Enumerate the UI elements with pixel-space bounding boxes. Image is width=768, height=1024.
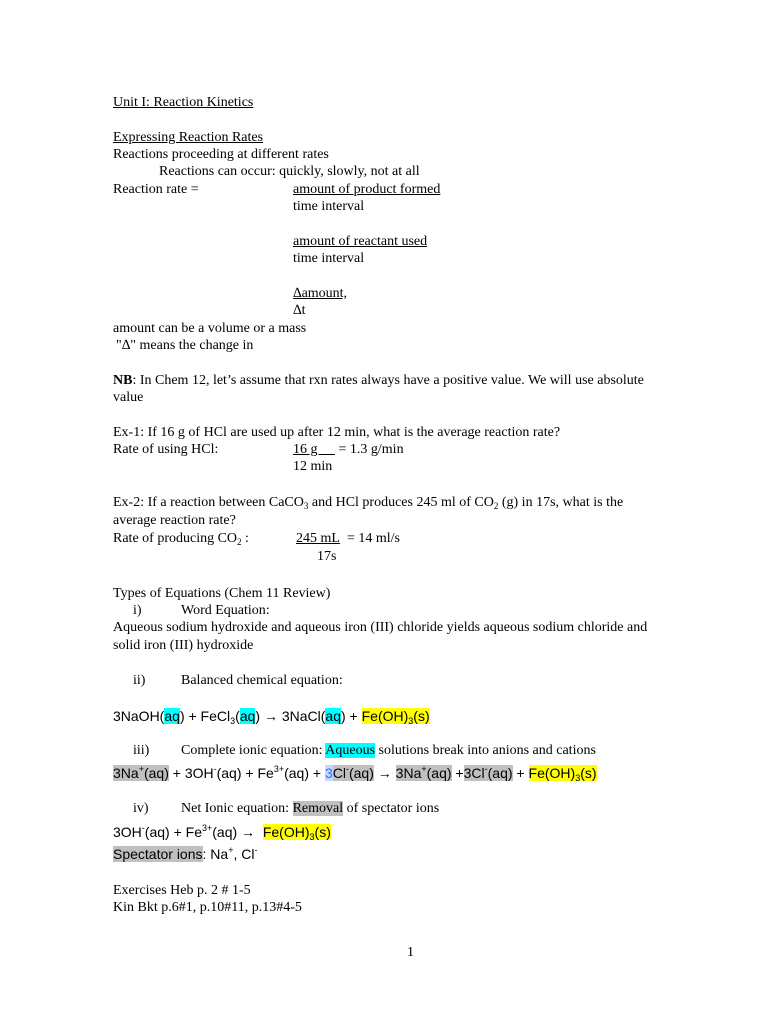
eq-part: Fe(OH): [262, 824, 310, 840]
type-4-rest: of spectator ions: [343, 801, 440, 816]
spectator-highlight: [113, 765, 169, 781]
subscript: 3: [230, 716, 236, 726]
type-1-number: i): [133, 603, 142, 618]
subscript: 2: [237, 537, 242, 547]
eq-part: +: [308, 765, 325, 781]
spectator-ions-text: , Cl: [233, 846, 255, 862]
superscript: +: [138, 764, 144, 774]
spectator-highlight: [464, 765, 513, 781]
fraction-1-numerator: amount of product formed: [293, 182, 441, 197]
eq-part: (: [235, 708, 240, 724]
spectator-ions-text: : Na: [202, 846, 229, 862]
type-2-number: ii): [133, 673, 146, 688]
superscript: 3+: [202, 823, 213, 833]
net-ionic-equation: [113, 824, 331, 841]
type-4-label: Net Ionic equation:: [181, 801, 293, 816]
fraction-3-numerator: ∆amount,: [293, 286, 348, 301]
rate-label: Reaction rate =: [113, 182, 199, 197]
example-2-question-part: Ex-2: If a reaction between CaCO: [113, 495, 304, 510]
solid-product-highlight: [362, 708, 430, 724]
example-2-result: = 14 ml/s: [346, 531, 400, 546]
eq-part: (s): [314, 824, 331, 840]
exercises-line-2: Kin Bkt p.6#1, p.10#11, p.13#4-5: [113, 900, 302, 915]
eq-part: (s): [580, 765, 597, 781]
aqueous-highlight: aq: [325, 708, 341, 724]
eq-part: 3Na: [395, 765, 422, 781]
types-title: Types of Equations (Chem 11 Review): [113, 586, 331, 601]
type-4-line: [181, 800, 439, 817]
example-2-numerator: 245 mL: [296, 531, 340, 546]
superscript: -: [213, 764, 217, 774]
example-1-question: Ex-1: If 16 g of HCl are used up after 12 min, what is the average reaction rate?: [113, 425, 561, 440]
superscript: +: [421, 764, 427, 774]
word-equation-line-1: Aqueous sodium hydroxide and aqueous iron (III) chloride yields aqueous sodium chloride and: [113, 620, 648, 635]
eq-part: Cl: [332, 765, 346, 781]
delta-note: "∆" means the change in: [116, 338, 254, 353]
subscript: 3: [575, 773, 581, 783]
type-3-label: Complete ionic equation:: [181, 743, 326, 758]
eq-part: (s): [413, 708, 430, 724]
subscript: 3: [303, 501, 309, 511]
eq-part: ) → 3NaCl(: [255, 708, 326, 724]
type-3-rest: solutions break into anions and cations: [375, 743, 596, 758]
eq-part: + Fe: [169, 824, 202, 840]
subscript: 3: [309, 832, 315, 842]
eq-part: Fe(OH): [361, 708, 409, 724]
eq-part: 3Na: [113, 765, 139, 781]
fraction-2-numerator: amount of reactant used: [293, 234, 428, 249]
rates-line: Reactions proceeding at different rates: [113, 147, 329, 162]
example-2-label-text: Rate of producing CO: [113, 531, 238, 546]
type-4-number: iv): [133, 801, 149, 816]
superscript: 3+: [273, 764, 285, 774]
eq-part: (aq): [216, 765, 242, 781]
nb-paragraph: [113, 372, 644, 389]
nb-text-continued: value: [113, 390, 144, 405]
type-3-number: iii): [133, 743, 150, 758]
example-2-question-continued: average reaction rate?: [113, 513, 236, 528]
example-1-equation: [293, 441, 404, 458]
nb-label: NB: [113, 373, 133, 388]
eq-part: 3: [324, 765, 333, 781]
nb-text: : In Chem 12, let’s assume that rxn rates always have a positive value. We will use absolute: [132, 373, 644, 388]
superscript: -: [345, 764, 349, 774]
unit-title: Unit I: Reaction Kinetics: [113, 95, 254, 110]
type-2-label: Balanced chemical equation:: [181, 673, 343, 688]
page-number: 1: [407, 945, 414, 960]
eq-part: →: [237, 824, 263, 840]
solid-product-highlight: [263, 824, 331, 840]
fraction-2-denominator: time interval: [293, 251, 365, 266]
eq-part: (aq): [348, 765, 374, 781]
superscript: -: [254, 845, 258, 855]
subscript: 2: [493, 501, 499, 511]
amount-note: amount can be a volume or a mass: [113, 321, 307, 336]
eq-part: (aq): [144, 824, 170, 840]
balanced-equation: [113, 708, 430, 725]
spectator-highlight: [396, 765, 452, 781]
eq-part: +: [451, 765, 464, 781]
example-2-label-text: :: [241, 531, 249, 546]
example-2-question: [113, 494, 623, 511]
example-1-numerator: 16 g: [293, 442, 335, 457]
eq-part: 3NaOH(: [113, 708, 165, 724]
type-3-line: [181, 742, 596, 759]
eq-part: Cl: [471, 765, 485, 781]
eq-part: ) +: [340, 708, 362, 724]
eq-part: (aq): [284, 765, 309, 781]
eq-part: (aq): [487, 765, 513, 781]
example-2-denominator: 17s: [317, 549, 337, 564]
complete-ionic-equation: [113, 765, 597, 782]
eq-part: + 3OH: [168, 765, 214, 781]
example-2-question-part: (g) in 17s, what is the: [498, 495, 624, 510]
solid-product-highlight: [529, 765, 597, 781]
eq-part: + Fe: [241, 765, 274, 781]
removal-highlight: Removal: [292, 801, 344, 816]
example-1-result: = 1.3 g/min: [338, 442, 404, 457]
exercises-line-1: Exercises Heb p. 2 # 1-5: [113, 883, 251, 898]
type-1-label: Word Equation:: [181, 603, 270, 618]
aqueous-highlight: aq: [239, 708, 256, 724]
fraction-3-denominator: ∆t: [293, 303, 306, 318]
superscript: +: [228, 845, 234, 855]
example-2-label: [113, 530, 249, 547]
occur-line: Reactions can occur: quickly, slowly, not at all: [159, 164, 420, 179]
eq-part: Fe(OH): [528, 765, 576, 781]
aqueous-highlight: Aqueous: [325, 743, 376, 758]
eq-part: 3OH: [113, 824, 142, 840]
word-equation-line-2: solid iron (III) hydroxide: [113, 638, 254, 653]
superscript: -: [141, 823, 145, 833]
example-2-question-part: and HCl produces 245 ml of CO: [308, 495, 494, 510]
superscript: -: [484, 764, 488, 774]
spectator-ions-line: [113, 846, 257, 863]
eq-part: (aq): [143, 765, 169, 781]
section-title: Expressing Reaction Rates: [113, 130, 264, 145]
eq-part: +: [512, 765, 529, 781]
eq-part: ) + FeCl: [179, 708, 231, 724]
eq-part: 3: [463, 765, 472, 781]
subscript: 3: [408, 716, 414, 726]
aqueous-highlight: aq: [164, 708, 180, 724]
fraction-1-denominator: time interval: [293, 199, 365, 214]
eq-part: (aq): [212, 824, 238, 840]
example-2-equation: [296, 530, 400, 547]
example-1-denominator: 12 min: [293, 459, 333, 474]
eq-part: (aq): [426, 765, 452, 781]
spectator-ions-label: Spectator ions: [113, 846, 203, 862]
eq-part: →: [373, 765, 396, 781]
example-1-label: Rate of using HCl:: [113, 442, 219, 457]
spectator-highlight: [325, 765, 374, 781]
